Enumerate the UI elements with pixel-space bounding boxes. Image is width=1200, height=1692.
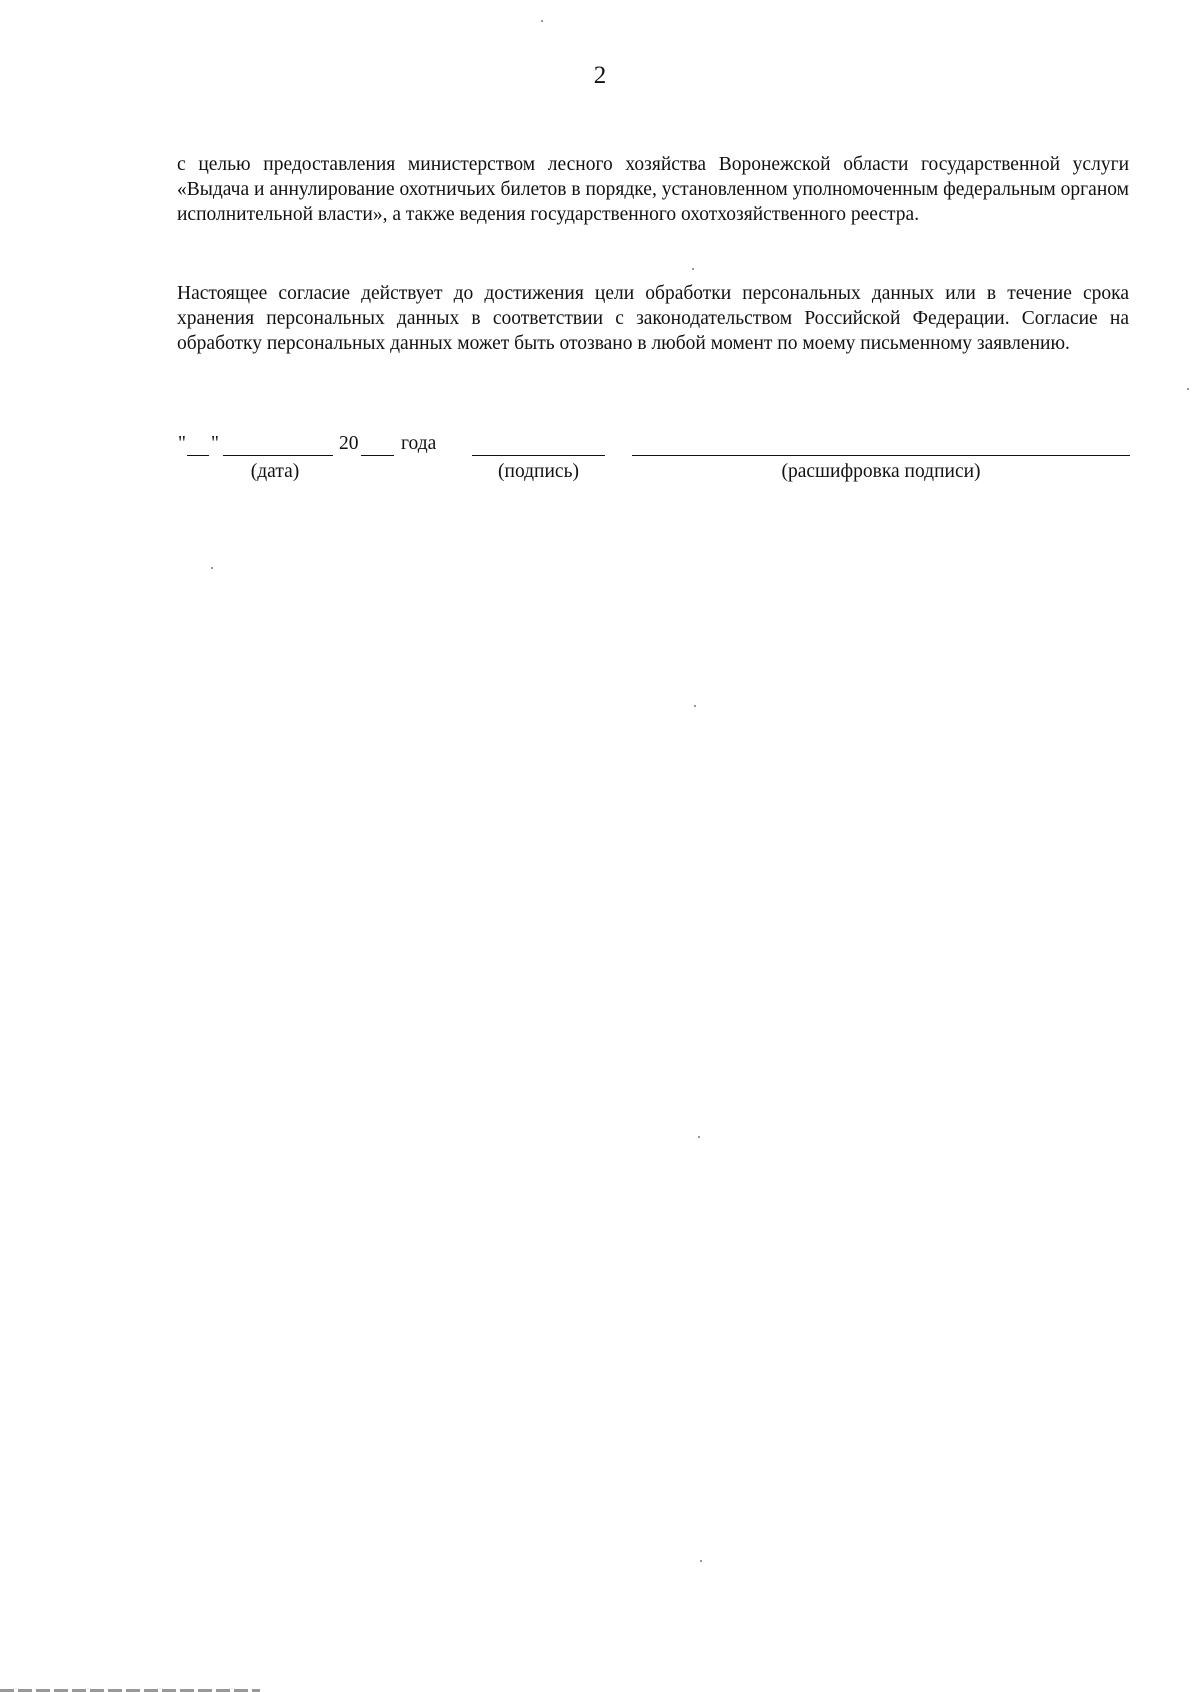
consent-validity-paragraph: Настоящее согласие действует до достижения цели обработки персональных данных или в течение срока хранения персональных данных в соответствии с законодательством Российской Федерации. Согласие на обработку персональных данных может быть отозвано в любой момент по моему письменному заявлению. — [177, 283, 1129, 354]
date-caption: (дата) — [250, 461, 300, 482]
signature-decode-caption: (расшифровка подписи) — [781, 461, 981, 482]
scan-speck — [1187, 388, 1189, 390]
scan-speck — [694, 705, 696, 707]
scan-speck — [692, 268, 694, 270]
year-blank-line[interactable] — [361, 455, 394, 456]
signature-caption: (подпись) — [498, 461, 579, 482]
signature-decode-blank-line[interactable] — [632, 455, 1130, 456]
scan-speck — [541, 20, 543, 22]
day-blank-line[interactable] — [187, 455, 209, 456]
scan-speck — [700, 1560, 702, 1562]
signature-block — [0, 433, 1200, 493]
page-number: 2 — [593, 62, 607, 89]
scan-speck — [211, 567, 213, 569]
signature-blank-line[interactable] — [472, 455, 605, 456]
consent-purpose-paragraph: с целью предоставления министерством лесного хозяйства Воронежской области государственной услуги «Выдача и аннулирование охотничьих билетов в порядке, установленном уполномоченным федеральным органом исполнительной власти», а также ведения государственного охотхозяйственного реестра. — [177, 154, 1129, 225]
scan-speck — [698, 1136, 700, 1138]
year-suffix: года — [401, 433, 437, 454]
month-blank-line[interactable] — [223, 455, 333, 456]
year-prefix: 20 — [339, 433, 359, 454]
day-quote-close: " — [211, 433, 219, 454]
day-quote-open: " — [178, 433, 186, 454]
